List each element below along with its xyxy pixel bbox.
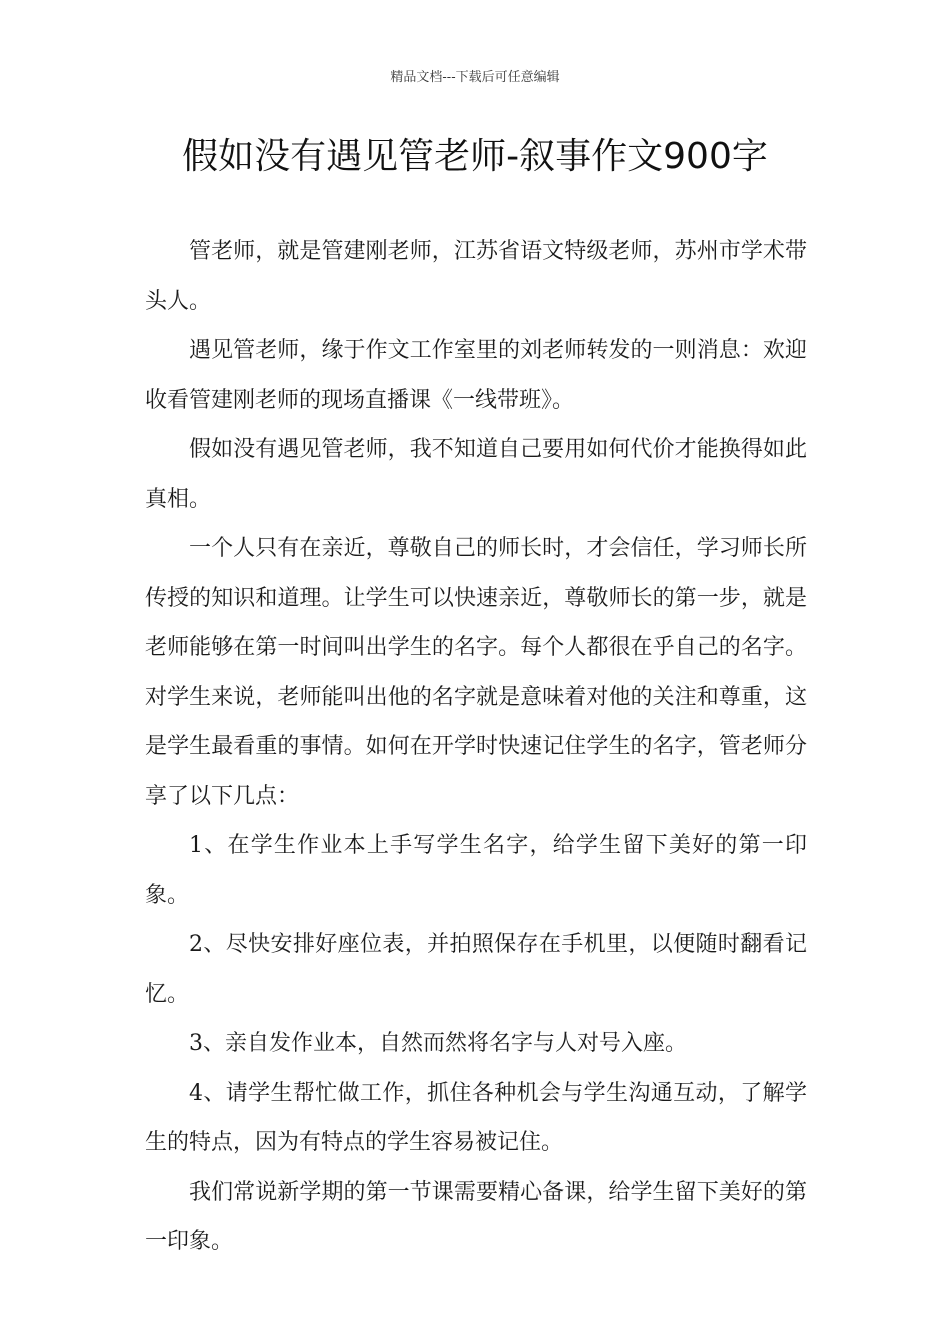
document-body xyxy=(145,227,807,1267)
paragraph-4: 一个人只有在亲近，尊敬自己的师长时，才会信任，学习师长所传授的知识和道理。让学生可以快速亲近，尊敬师长的第一步，就是老师能够在第一时间叫出学生的名字。每个人都很在乎自己的名字。对学生来说，老师能叫出他的名字就是意味着对他的关注和尊重，这是学生最看重的事情。如何在开学时快速记住学生的名字，管老师分享了以下几点： xyxy=(145,536,807,809)
paragraph-1: 管老师，就是管建刚老师，江苏省语文特级老师，苏州市学术带头人。 xyxy=(145,239,807,314)
list-item-2: 2、尽快安排好座位表，并拍照保存在手机里，以便随时翻看记忆。 xyxy=(145,932,807,1007)
header-note: 精品文档---下载后可任意编辑 xyxy=(390,70,560,85)
paragraph-3: 假如没有遇见管老师，我不知道自己要用如何代价才能换得如此真相。 xyxy=(145,437,807,512)
document-title: 假如没有遇见管老师-叙事作文900字 xyxy=(182,136,768,177)
paragraph-2: 遇见管老师，缘于作文工作室里的刘老师转发的一则消息：欢迎收看管建刚老师的现场直播课《一线带班》。 xyxy=(145,338,807,413)
list-item-1: 1、在学生作业本上手写学生名字，给学生留下美好的第一印象。 xyxy=(145,833,807,908)
list-item-3: 3、亲自发作业本，自然而然将名字与人对号入座。 xyxy=(189,1031,687,1056)
list-item-4: 4、请学生帮忙做工作，抓住各种机会与学生沟通互动，了解学生的特点，因为有特点的学生容易被记住。 xyxy=(145,1080,807,1155)
paragraph-5: 我们常说新学期的第一节课需要精心备课，给学生留下美好的第一印象。 xyxy=(145,1179,807,1254)
